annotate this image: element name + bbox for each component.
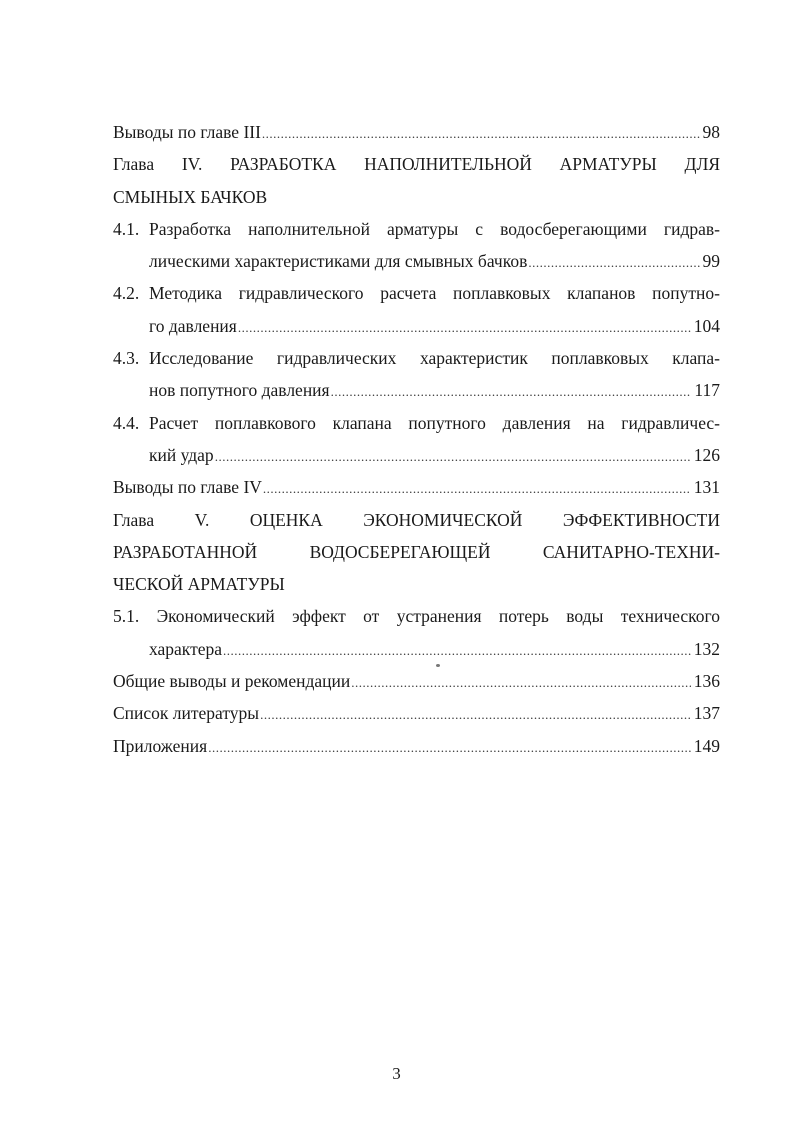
section-number: 4.3. [113,348,140,369]
section-number: 4.4. [113,412,140,433]
dot-leader [263,473,691,505]
toc-entry-conclusions-ch3[interactable] [113,116,720,148]
dot-leader [528,247,699,279]
toc-entry-page: 126 [693,444,720,465]
toc-entry-label: Разработка наполнительной арматуры с водосберегающими гидрав- [149,218,720,239]
section-number: 4.1. [113,218,140,239]
toc-entry-label: Методика гидравлического расчета поплавковых клапанов попутно- [149,283,720,304]
toc-entry-page: 99 [702,251,720,272]
toc-entry-4-4-line-2[interactable] [113,439,720,471]
toc-entry-label-cont: нов попутного давления [149,380,330,401]
dot-leader [215,441,691,473]
section-number: 4.2. [113,283,140,304]
toc-entry-4-3-line-1[interactable] [113,342,720,374]
chapter-5-heading-line-2: РАЗРАБОТАННОЙ ВОДОСБЕРЕГАЮЩЕЙ САНИТАРНО-ТЕХНИ- [113,541,720,562]
dot-leader [351,667,691,699]
toc-entry-conclusions-ch4[interactable] [113,471,720,503]
chapter-5-heading-line-1: Глава V. ОЦЕНКА ЭКОНОМИЧЕСКОЙ ЭФФЕКТИВНОСТИ [113,509,720,530]
toc-entry-4-2-line-1[interactable] [113,277,720,309]
dot-leader [331,376,692,408]
toc-entry-page: 131 [693,477,720,498]
dot-leader [238,312,691,344]
toc-entry-5-1-line-1[interactable]: 5.1. Экономический эффект от устранения потерь воды технического [113,606,720,627]
toc-entry-page: 132 [693,638,720,659]
dot-leader [208,732,691,764]
toc-entry-page: 136 [693,671,720,692]
toc-entry-label: Исследование гидравлических характеристик поплавковых клапа- [149,348,720,369]
toc-entry-4-1-line-1[interactable] [113,213,720,245]
toc-entry-label: Список литературы [113,703,260,724]
toc-entry-page: 137 [693,703,720,724]
toc-entry-label-cont: го давления [149,315,237,336]
chapter-4-heading-line-1: Глава IV. РАЗРАБОТКА НАПОЛНИТЕЛЬНОЙ АРМАТУРЫ ДЛЯ [113,154,720,175]
toc-entry-4-4-line-1[interactable] [113,407,720,439]
chapter-4-heading-line-2: СМЫНЫХ БАЧКОВ [113,186,268,207]
table-of-contents [113,116,720,762]
dot-leader [262,118,700,150]
dot-leader [223,635,691,667]
page-number: 3 [392,1064,401,1083]
scan-speck [436,664,440,667]
toc-entry-4-3-line-2[interactable] [113,374,720,406]
toc-entry-page: 117 [694,380,720,401]
toc-entry-label-cont: лическими характеристиками для смывных бачков [149,251,528,272]
toc-entry-label: Общие выводы и рекомендации [113,671,351,692]
toc-entry-label: Выводы по главе III [113,122,261,142]
toc-entry-label: Приложения [113,735,208,756]
toc-entry-label: Выводы по главе IV [113,477,262,498]
toc-entry-5-1-line-2[interactable] [113,633,720,665]
dot-leader [260,699,691,731]
toc-entry-appendices[interactable] [113,730,720,762]
toc-entry-4-2-line-2[interactable] [113,310,720,342]
toc-entry-label-cont: характера [149,638,223,659]
toc-entry-page: 104 [693,315,720,336]
toc-entry-general-conclusions[interactable] [113,665,720,697]
toc-entry-4-1-line-2[interactable] [113,245,720,277]
toc-entry-references[interactable] [113,697,720,729]
toc-entry-page: 98 [702,122,720,142]
toc-entry-label: Расчет поплавкового клапана попутного давления на гидравличес- [149,412,720,433]
toc-entry-label-cont: кий удар [149,444,214,465]
chapter-5-heading-line-3: ЧЕСКОЙ АРМАТУРЫ [113,574,285,595]
toc-entry-page: 149 [693,735,720,756]
